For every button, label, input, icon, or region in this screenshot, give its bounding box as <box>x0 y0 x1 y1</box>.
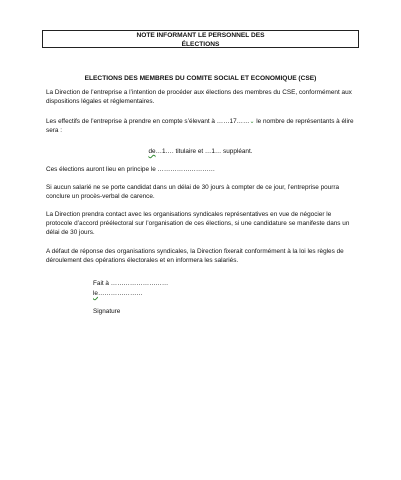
effectifs-text-end: le nombre de représentants à élire sera : <box>46 118 354 134</box>
paragraph-effectifs <box>46 118 358 136</box>
date-dots: ………………… <box>97 290 143 297</box>
seats-de: de <box>148 148 156 155</box>
effectifs-text: Les effectifs de l’entreprise à prendre en compte s’élevant à ……17…… <box>46 118 250 125</box>
paragraph-negociation: La Direction prendra contact avec les organisations syndicales représentatives en vue de négocier le protocole d’accord préélectoral sur l’organisation de ces élections, si une candidature se manifeste dans un délai de 30 jours. <box>46 211 350 236</box>
seats-text: …1…. titulaire et …1… suppléant. <box>155 148 253 155</box>
date-line <box>93 290 143 298</box>
title-box <box>42 30 359 48</box>
signature-label: Signature <box>93 308 121 315</box>
paragraph-date: Ces élections auront lieu en principe le ……………………… <box>46 166 216 173</box>
title-line-2: ÉLECTIONS <box>181 40 220 48</box>
spellcheck-mark-icon: ⌄ <box>249 119 255 125</box>
paragraph-intention: La Direction de l’entreprise a l’intention de procéder aux élections des membres du CSE, conformément aux dispositions légales et réglementaires. <box>46 89 352 105</box>
date-le: le <box>93 290 98 297</box>
paragraph-defaut: A défaut de réponse des organisations syndicales, la Direction fixerait conformément à la loi les règles de déroulement des opérations électorales et en informera les salariés. <box>46 248 344 264</box>
paragraph-carence: Si aucun salarié ne se porte candidat dans un délai de 30 jours à compter de ce jour, l’entreprise pourra conclure un procès-verbal de carence. <box>46 184 340 200</box>
title-line-1: NOTE INFORMANT LE PERSONNEL DES <box>136 32 265 39</box>
document-heading: ELECTIONS DES MEMBRES DU COMITE SOCIAL ET ECONOMIQUE (CSE) <box>84 75 317 82</box>
seats-line <box>0 148 401 156</box>
fait-a-line: Fait à ……………………… <box>93 280 169 287</box>
